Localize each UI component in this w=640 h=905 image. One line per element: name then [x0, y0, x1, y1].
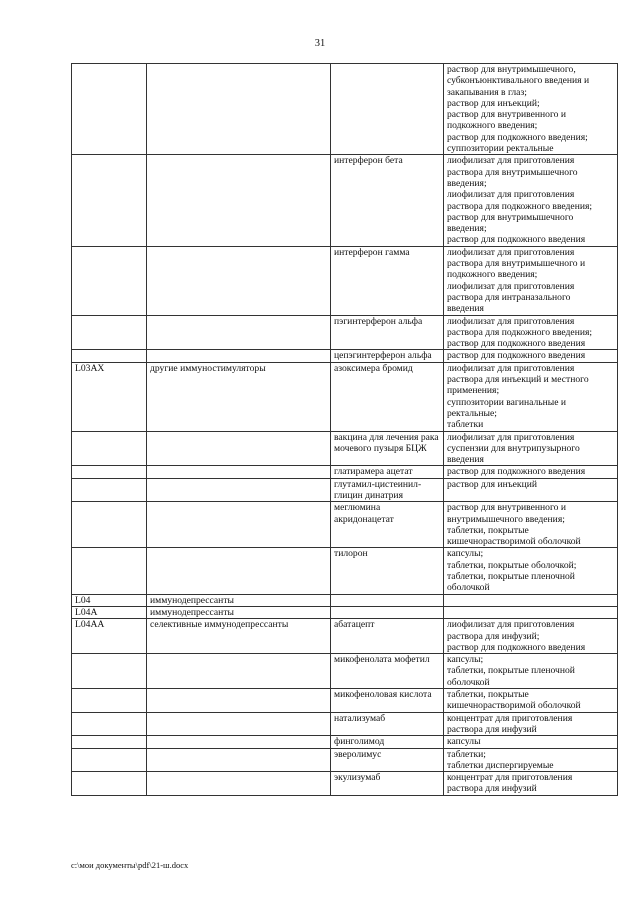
table-row: [72, 502, 618, 548]
table-row: [72, 64, 618, 155]
dosage-form-line: таблетки: [447, 419, 484, 431]
substance-cell: тилорон: [331, 548, 444, 594]
atc-code-cell: [72, 548, 147, 594]
group-name-cell: [147, 736, 331, 748]
table-row: [72, 689, 618, 713]
dosage-form-line: субконъюнктивального введения и: [447, 75, 590, 87]
dosage-form-line: раствора для инъекций и местного: [447, 374, 589, 386]
dosage-form-line: раствор для подкожного введения: [447, 234, 586, 246]
table-row: [72, 478, 618, 502]
substance-cell: меглюмина акридонацетат: [331, 502, 444, 548]
dosage-form-line: раствора для инфузий: [447, 783, 537, 795]
atc-code-cell: [72, 478, 147, 502]
table-row: [72, 466, 618, 478]
dosage-form-line: кишечнорастворимой оболочкой: [447, 700, 581, 712]
dosage-form-line: капсулы;: [447, 654, 484, 666]
dosage-forms-cell: [444, 315, 618, 350]
dosage-form-line: концентрат для приготовления: [447, 712, 573, 724]
substance-cell: [331, 594, 444, 606]
substance-cell: пэгинтерферон альфа: [331, 315, 444, 350]
dosage-form-line: раствора для подкожного введения;: [447, 326, 593, 338]
dosage-form-line: лиофилизат для приготовления: [447, 189, 575, 201]
dosage-form-line: капсулы;: [447, 548, 484, 560]
dosage-form-line: суппозитории вагинальные и: [447, 396, 566, 408]
dosage-forms-cell: [444, 712, 618, 736]
dosage-form-line: кишечнорастворимой оболочкой: [447, 536, 581, 548]
table-row: [72, 748, 618, 772]
substance-cell: микофенолата мофетил: [331, 654, 444, 689]
dosage-form-line: раствор для инъекций;: [447, 97, 540, 109]
atc-code-cell: [72, 736, 147, 748]
atc-code-cell: L04A: [72, 606, 147, 618]
atc-code-cell: [72, 772, 147, 796]
dosage-form-line: концентрат для приготовления: [447, 772, 573, 784]
substance-cell: экулизумаб: [331, 772, 444, 796]
table-row: [72, 362, 618, 431]
dosage-form-line: лиофилизат для приготовления: [447, 362, 575, 374]
dosage-form-line: раствора для подкожного введения;: [447, 200, 593, 212]
table-row: [72, 712, 618, 736]
group-name-cell: другие иммуностимуляторы: [147, 362, 331, 431]
dosage-form-line: раствор для подкожного введения: [447, 466, 586, 478]
atc-code-cell: L03AX: [72, 362, 147, 431]
table-body: [72, 64, 618, 796]
substance-cell: азоксимера бромид: [331, 362, 444, 431]
dosage-form-line: применения;: [447, 385, 500, 397]
substance-cell: интерферон бета: [331, 155, 444, 246]
atc-code-cell: [72, 246, 147, 315]
atc-code-cell: [72, 431, 147, 466]
dosage-form-line: таблетки, покрытые пленочной: [447, 571, 575, 583]
substance-cell: интерферон гамма: [331, 246, 444, 315]
dosage-form-line: таблетки, покрытые пленочной: [447, 665, 575, 677]
dosage-forms-cell: [444, 736, 618, 748]
dosage-forms-cell: [444, 431, 618, 466]
group-name-cell: иммунодепрессанты: [147, 594, 331, 606]
dosage-form-line: оболочкой: [447, 582, 490, 594]
dosage-form-line: закапывания в глаз;: [447, 86, 527, 98]
group-name-cell: [147, 431, 331, 466]
dosage-form-line: лиофилизат для приготовления: [447, 155, 575, 167]
atc-code-cell: [72, 350, 147, 362]
dosage-form-line: раствора для внутримышечного: [447, 166, 578, 178]
dosage-forms-cell: [444, 64, 618, 155]
atc-code-cell: [72, 748, 147, 772]
dosage-form-line: раствор для внутривенного и: [447, 502, 566, 514]
substance-cell: микофеноловая кислота: [331, 689, 444, 713]
dosage-forms-cell: [444, 772, 618, 796]
atc-code-cell: L04AA: [72, 619, 147, 654]
dosage-form-line: раствор для подкожного введения: [447, 350, 586, 362]
dosage-form-line: оболочкой: [447, 676, 490, 688]
group-name-cell: [147, 64, 331, 155]
dosage-forms-cell: [444, 502, 618, 548]
dosage-forms-cell: [444, 155, 618, 246]
atc-code-cell: [72, 466, 147, 478]
dosage-form-line: таблетки, покрытые оболочкой;: [447, 559, 577, 571]
group-name-cell: [147, 712, 331, 736]
atc-code-cell: [72, 712, 147, 736]
substance-cell: цепэгинтерферон альфа: [331, 350, 444, 362]
dosage-form-line: раствор для подкожного введения: [447, 338, 586, 350]
atc-code-cell: L04: [72, 594, 147, 606]
dosage-forms-cell: [444, 654, 618, 689]
dosage-form-line: внутримышечного введения;: [447, 513, 565, 525]
dosage-forms-cell: [444, 246, 618, 315]
group-name-cell: [147, 689, 331, 713]
dosage-form-line: таблетки, покрытые: [447, 524, 529, 536]
table-row: [72, 246, 618, 315]
dosage-form-line: раствор для инъекций: [447, 478, 537, 490]
dosage-form-line: раствор для внутримышечного,: [447, 64, 576, 75]
group-name-cell: [147, 748, 331, 772]
group-name-cell: [147, 772, 331, 796]
dosage-forms-cell: [444, 350, 618, 362]
group-name-cell: [147, 478, 331, 502]
dosage-form-line: таблетки диспергируемые: [447, 759, 554, 771]
dosage-form-line: лиофилизат для приготовления: [447, 619, 575, 631]
atc-code-cell: [72, 689, 147, 713]
substance-cell: [331, 606, 444, 618]
atc-code-cell: [72, 64, 147, 155]
group-name-cell: [147, 155, 331, 246]
table-row: [72, 350, 618, 362]
group-name-cell: [147, 654, 331, 689]
dosage-form-line: раствор для внутримышечного: [447, 211, 574, 223]
dosage-forms-cell: [444, 478, 618, 502]
dosage-forms-cell: [444, 466, 618, 478]
dosage-form-line: суппозитории ректальные: [447, 143, 554, 155]
dosage-form-line: подкожного введения;: [447, 120, 538, 132]
substance-cell: эверолимус: [331, 748, 444, 772]
group-name-cell: [147, 502, 331, 548]
dosage-form-line: введения;: [447, 177, 487, 189]
atc-code-cell: [72, 315, 147, 350]
group-name-cell: [147, 548, 331, 594]
dosage-form-line: подкожного введения;: [447, 269, 538, 281]
table-row: [72, 654, 618, 689]
group-name-cell: [147, 246, 331, 315]
dosage-form-line: раствора для внутримышечного и: [447, 258, 586, 270]
atc-code-cell: [72, 654, 147, 689]
table-row: [72, 155, 618, 246]
substance-cell: глатирамера ацетат: [331, 466, 444, 478]
dosage-form-line: раствора для инфузий: [447, 723, 537, 735]
table-row: [72, 594, 618, 606]
atc-code-cell: [72, 155, 147, 246]
group-name-cell: [147, 350, 331, 362]
table-row: [72, 619, 618, 654]
dosage-form-line: введения: [447, 303, 484, 315]
page-number: 31: [314, 38, 326, 49]
table-row: [72, 315, 618, 350]
dosage-form-line: раствора для инфузий;: [447, 630, 540, 642]
dosage-form-line: таблетки, покрытые: [447, 689, 529, 701]
dosage-form-line: лиофилизат для приготовления: [447, 246, 575, 258]
table-row: [72, 431, 618, 466]
dosage-form-line: раствор для внутривенного и: [447, 109, 566, 121]
dosage-form-line: введения: [447, 454, 484, 466]
dosage-form-line: суспензии для внутрипузырного: [447, 442, 580, 454]
dosage-forms-cell: [444, 548, 618, 594]
dosage-form-line: введения;: [447, 223, 487, 235]
table-row: [72, 606, 618, 618]
dosage-form-line: ректальные;: [447, 407, 497, 419]
table-row: [72, 548, 618, 594]
table-row: [72, 736, 618, 748]
substance-cell: натализумаб: [331, 712, 444, 736]
group-name-cell: селективные иммунодепрессанты: [147, 619, 331, 654]
dosage-form-line: раствор для подкожного введения: [447, 641, 586, 653]
table-row: [72, 772, 618, 796]
dosage-form-line: раствор для подкожного введения;: [447, 131, 588, 143]
dosage-form-line: лиофилизат для приготовления: [447, 315, 575, 327]
substance-cell: [331, 64, 444, 155]
dosage-form-line: капсулы: [447, 736, 481, 748]
group-name-cell: [147, 315, 331, 350]
dosage-forms-cell: [444, 748, 618, 772]
substance-cell: глутамил-цистеинил-глицин динатрия: [331, 478, 444, 502]
group-name-cell: иммунодепрессанты: [147, 606, 331, 618]
atc-code-cell: [72, 502, 147, 548]
dosage-forms-cell: [444, 606, 618, 618]
substance-cell: финголимод: [331, 736, 444, 748]
substance-cell: вакцина для лечения рака мочевого пузыря БЦЖ: [331, 431, 444, 466]
dosage-form-line: раствора для интраназального: [447, 291, 571, 303]
dosage-forms-cell: [444, 594, 618, 606]
footer-file-path: c:\мои документы\pdf\21-ш.docx: [71, 860, 189, 870]
dosage-forms-cell: [444, 689, 618, 713]
drug-table: [71, 63, 618, 796]
dosage-form-line: лиофилизат для приготовления: [447, 431, 575, 443]
dosage-forms-cell: [444, 619, 618, 654]
dosage-form-line: лиофилизат для приготовления: [447, 280, 575, 292]
dosage-form-line: таблетки;: [447, 748, 486, 760]
group-name-cell: [147, 466, 331, 478]
substance-cell: абатацепт: [331, 619, 444, 654]
dosage-forms-cell: [444, 362, 618, 431]
